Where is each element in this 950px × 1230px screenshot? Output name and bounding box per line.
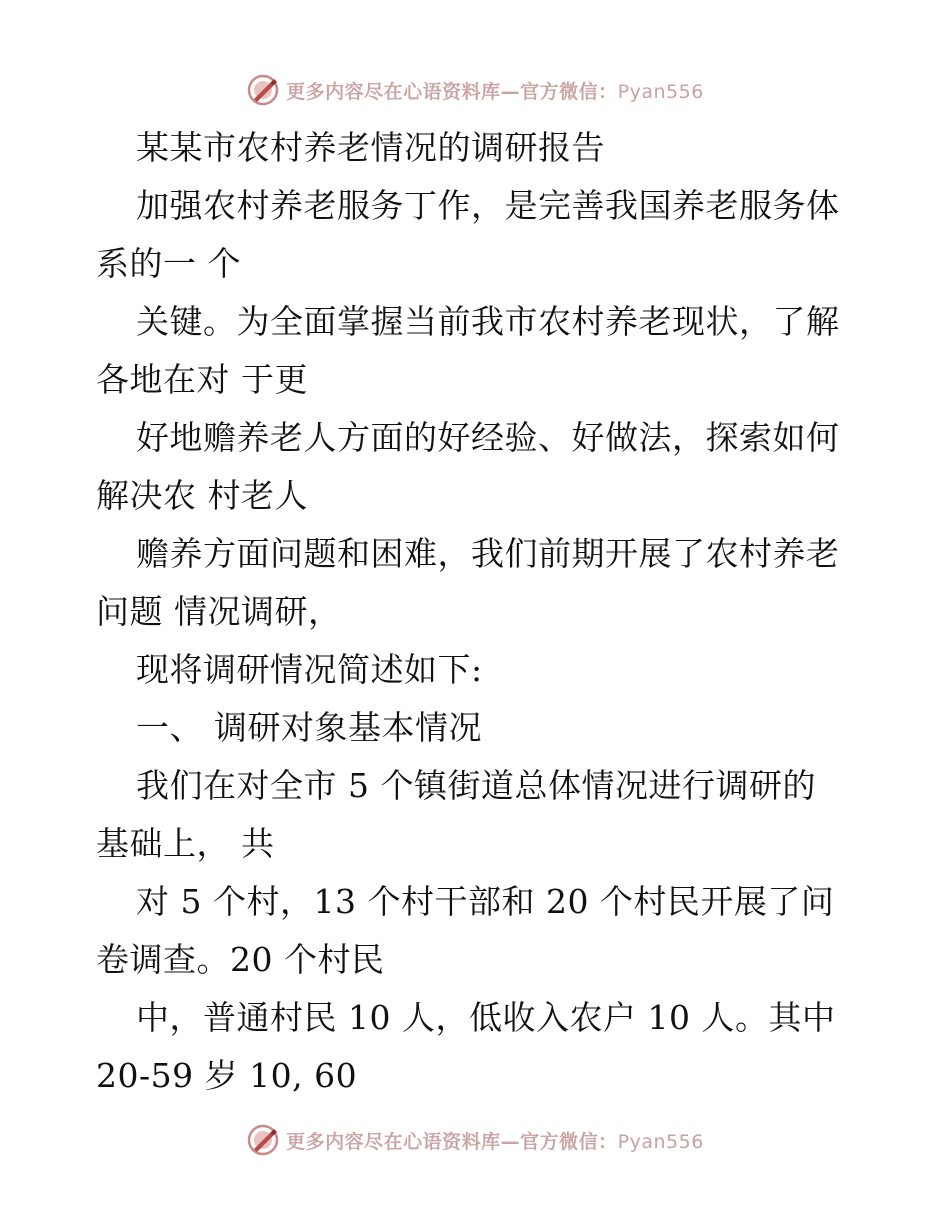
banner-label: 更多内容尽在心语资料库—官方微信： (286, 80, 618, 103)
text-line: 解决农 村老人 (96, 476, 308, 515)
text-line: 中，普通村民 10 人，低收入农户 10 人。其中 (136, 998, 836, 1037)
text-line: 关键。为全面掌握当前我市农村养老现状，了解 (136, 302, 840, 341)
text-line: 加强农村养老服务丁作，是完善我国养老服务体 (136, 186, 840, 225)
text-line: 系的一 个 (96, 244, 241, 283)
footer-watermark-banner (0, 1120, 950, 1160)
banner-text (286, 77, 704, 104)
pen-logo-icon (246, 73, 280, 107)
text-line: 20-59 岁 10, 60 (96, 1056, 358, 1095)
text-line: 现将调研情况简述如下: (136, 650, 483, 689)
text-line: 基础上， 共 (96, 824, 275, 863)
text-line: 赡养方面问题和困难，我们前期开展了农村养老 (136, 534, 840, 573)
text-line: 某某市农村养老情况的调研报告 (136, 128, 605, 167)
banner-text (286, 1127, 704, 1154)
text-line: 一、 调研对象基本情况 (136, 708, 482, 747)
banner-label: 更多内容尽在心语资料库—官方微信： (286, 1130, 618, 1153)
text-line: 我们在对全市 5 个镇街道总体情况进行调研的 (136, 766, 816, 805)
wechat-id: Pyan556 (617, 1130, 704, 1153)
text-line: 对 5 个村，13 个村干部和 20 个村民开展了问 (136, 882, 835, 921)
text-line: 好地赡养老人方面的好经验、好做法，探索如何 (136, 418, 840, 457)
text-line: 问题 情况调研， (96, 592, 342, 631)
wechat-id: Pyan556 (617, 80, 704, 103)
text-line: 各地在对 于更 (96, 360, 308, 399)
pen-logo-icon (246, 1123, 280, 1157)
header-watermark-banner (0, 70, 950, 110)
text-line: 卷调查。20 个村民 (96, 940, 385, 979)
document-body (96, 119, 856, 1105)
